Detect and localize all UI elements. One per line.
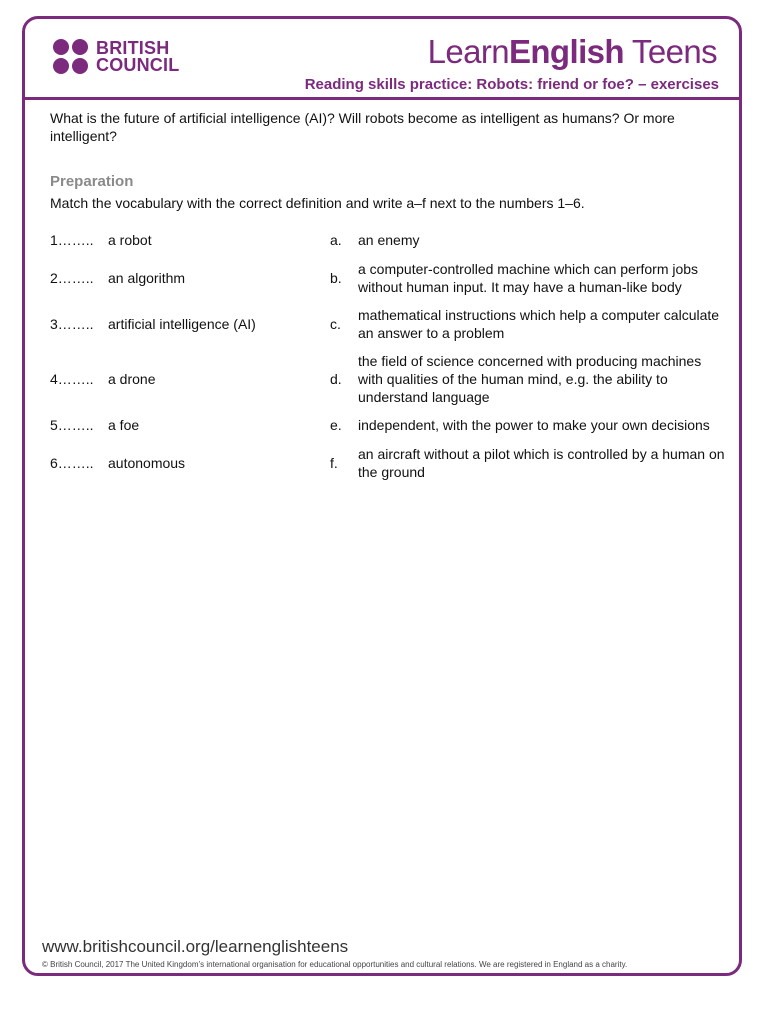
answer-blank[interactable]: 2…….. [50,270,94,286]
definition-letter: a. [330,232,342,248]
intro-text: What is the future of artificial intelligence (AI)? Will robots become as intelligent as humans? Or more intelligent? [50,110,675,144]
instruction-text: Match the vocabulary with the correct definition and write a–f next to the numbers 1–6. [50,195,585,211]
answer-blank[interactable]: 3…….. [50,316,94,332]
logo-line-2: COUNCIL [96,54,180,75]
page-subtitle: Reading skills practice: Robots: friend or foe? – exercises [304,76,719,93]
definition-text: mathematical instructions which help a computer calculate an answer to a problem [358,307,720,341]
header-divider [25,97,739,100]
logo-dots-icon [53,39,88,74]
footer-copyright: © British Council, 2017 The United Kingdom’s international organisation for educational opportunities and cultural relations. We are registered in England as a charity. [42,960,628,969]
definition-letter: e. [330,417,342,433]
definition-text: an enemy [358,232,420,248]
vocab-term: a robot [108,232,152,248]
worksheet-frame [22,16,742,976]
footer-url-link[interactable]: www.britishcouncil.org/learnenglishteens [42,937,349,956]
answer-blank[interactable]: 5…….. [50,417,94,433]
section-title: Preparation [50,173,134,190]
vocab-term: a foe [108,417,140,433]
vocab-term: autonomous [108,455,186,471]
definition-text: an aircraft without a pilot which is controlled by a human on the ground [358,446,725,480]
british-council-logo [53,39,179,74]
logo-line-1: BRITISH [96,37,170,58]
answer-blank[interactable]: 4…….. [50,371,94,387]
definition-text: a computer-controlled machine which can perform jobs without human input. It may have a human-like body [358,261,699,295]
brand-english: English [508,33,624,70]
definition-letter: b. [330,270,342,286]
definition-text: independent, with the power to make your own decisions [358,417,710,433]
definition-letter: c. [330,316,341,332]
brand-teens: Teens [623,33,717,70]
vocab-term: a drone [108,371,156,387]
definition-text: the field of science concerned with producing machines with qualities of the human mind, e.g. the ability to understand language [358,353,702,405]
answer-blank[interactable]: 1…….. [50,232,94,248]
vocab-term: artificial intelligence (AI) [108,316,256,332]
definition-letter: d. [330,371,342,387]
vocab-term: an algorithm [108,270,186,286]
answer-blank[interactable]: 6…….. [50,455,94,471]
definition-letter: f. [330,455,338,471]
learnenglish-teens-brand [428,33,717,71]
brand-learn: Learn [427,33,509,70]
